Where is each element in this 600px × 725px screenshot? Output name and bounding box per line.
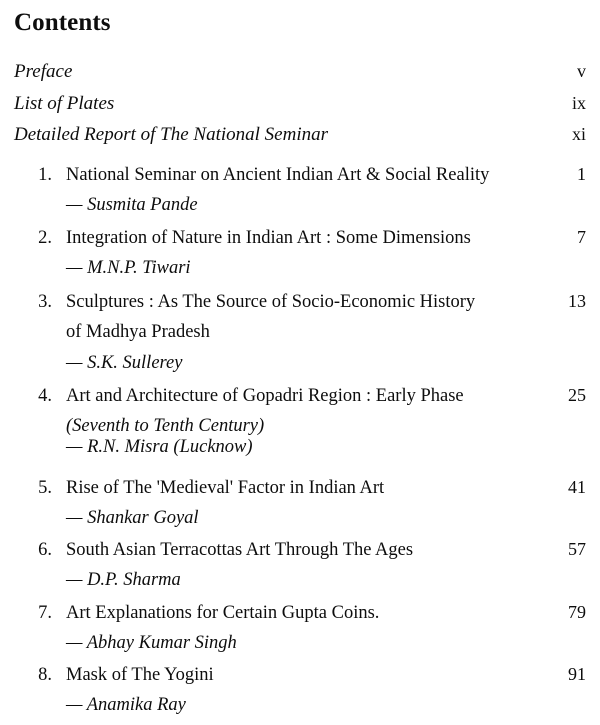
contents-entry[interactable] [14, 162, 586, 224]
entry-title-line [14, 662, 586, 693]
entry-title-continuation: of Madhya Pradesh [66, 322, 210, 342]
front-matter-page-number: v [577, 61, 586, 81]
entry-author-line [14, 351, 586, 382]
entry-author: — Susmita Pande [66, 195, 198, 215]
entry-page-number: 79 [568, 602, 586, 622]
entry-number: 1. [38, 165, 52, 185]
front-matter-label: Preface [14, 61, 73, 82]
entry-title-line [14, 162, 586, 193]
front-matter-label: Detailed Report of The National Seminar [14, 124, 329, 145]
entry-title[interactable]: South Asian Terracottas Art Through The Ages [66, 540, 414, 560]
entry-author-line [14, 568, 586, 599]
entry-page-number: 91 [568, 664, 586, 684]
entry-number: 5. [38, 478, 52, 498]
contents-entry[interactable] [14, 537, 586, 599]
entry-title-line [14, 225, 586, 256]
entry-author: — Abhay Kumar Singh [66, 633, 237, 653]
page-title: Contents [14, 9, 111, 36]
entry-author-line [14, 193, 586, 224]
entry-number: 7. [38, 603, 52, 623]
entry-title[interactable]: Art and Architecture of Gopadri Region : Early Phase [66, 386, 464, 406]
entry-title[interactable]: Integration of Nature in Indian Art : Some Dimensions [66, 228, 471, 248]
entry-title-line [14, 600, 586, 631]
front-matter-row [14, 121, 586, 147]
entry-subtitle-line [14, 414, 586, 435]
entry-page-number: 41 [568, 477, 586, 497]
entry-title[interactable]: National Seminar on Ancient Indian Art & Social Reality [66, 165, 490, 185]
contents-entry[interactable] [14, 225, 586, 287]
entry-number: 4. [38, 386, 52, 406]
entry-page-number: 57 [568, 539, 586, 559]
front-matter-page-number: xi [571, 124, 586, 144]
contents-entry[interactable] [14, 600, 586, 662]
entry-title[interactable]: Sculptures : As The Source of Socio-Economic History [66, 292, 476, 312]
front-matter-row [14, 90, 586, 116]
entry-number: 2. [38, 228, 52, 248]
contents-entry[interactable] [14, 383, 586, 466]
entry-author: — Anamika Ray [66, 695, 186, 715]
entry-title-line [14, 383, 586, 414]
entry-title[interactable]: Rise of The 'Medieval' Factor in Indian Art [66, 478, 385, 498]
entry-author: — Shankar Goyal [66, 508, 199, 528]
front-matter-label: List of Plates [14, 93, 115, 114]
entry-subtitle: (Seventh to Tenth Century) [66, 416, 265, 436]
entry-number: 3. [38, 292, 52, 312]
entry-author: — D.P. Sharma [66, 570, 181, 590]
entry-page-number: 25 [568, 385, 586, 405]
contents-entry[interactable] [14, 475, 586, 537]
entry-title-line [14, 537, 586, 568]
entry-author: — R.N. Misra (Lucknow) [66, 437, 253, 457]
entry-author: — S.K. Sullerey [66, 353, 183, 373]
entry-title[interactable]: Mask of The Yogini [66, 665, 214, 685]
entry-title[interactable]: Art Explanations for Certain Gupta Coins. [66, 603, 380, 623]
entry-page-number: 7 [577, 227, 586, 247]
contents-entry[interactable] [14, 289, 586, 382]
entry-number: 6. [38, 540, 52, 560]
entry-title-continuation-line [14, 320, 586, 351]
entry-author-line [14, 435, 586, 466]
entry-number: 8. [38, 665, 52, 685]
front-matter-page-number: ix [571, 93, 586, 113]
entry-author-line [14, 631, 586, 662]
contents-entry[interactable] [14, 662, 586, 724]
entry-author-line [14, 256, 586, 287]
entry-author-line [14, 693, 586, 724]
entry-title-line [14, 475, 586, 506]
entry-title-line [14, 289, 586, 320]
entry-page-number: 13 [568, 291, 586, 311]
front-matter-row [14, 58, 586, 84]
entry-page-number: 1 [577, 164, 586, 184]
entry-author-line [14, 506, 586, 537]
entry-author: — M.N.P. Tiwari [66, 258, 191, 278]
